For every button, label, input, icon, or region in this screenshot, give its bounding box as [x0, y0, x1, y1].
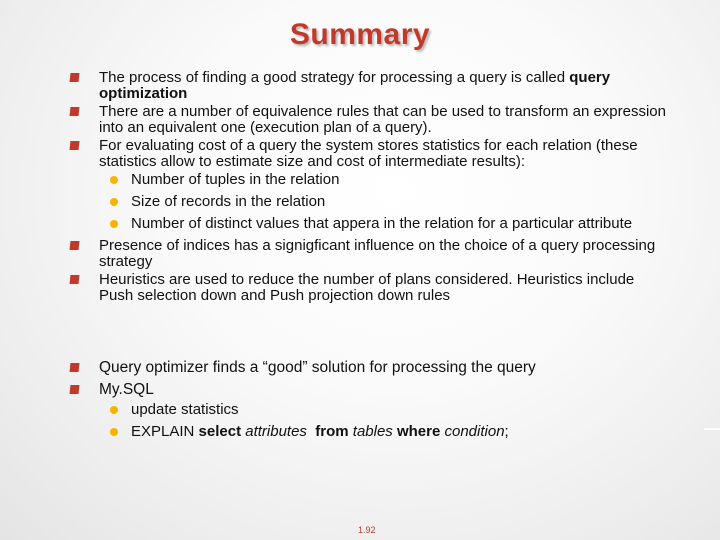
sub-bullet-text: Number of distinct values that appera in the relation for a particular attribute	[131, 215, 633, 232]
round-bullet-icon	[110, 428, 118, 436]
bullet-text: Presence of indices has a signigficant influence on the choice of a query processing strategy	[99, 237, 656, 270]
square-bullet-icon	[70, 73, 80, 82]
square-bullet-icon	[70, 141, 80, 150]
bullet-indices	[70, 238, 670, 270]
from-keyword: from	[306, 423, 353, 440]
round-bullet-icon	[110, 176, 118, 184]
bullet-text: There are a number of equivalence rules that can be used to transform an expression into an equivalent one (execution plan of a query).	[99, 103, 666, 136]
bullet-query-optimization	[70, 70, 670, 102]
bullet-equivalence-rules	[70, 104, 670, 136]
sub-bullet-text: Number of tuples in the relation	[131, 171, 340, 188]
slide-title: Summary	[289, 18, 431, 51]
bullet-text: Query optimizer finds a “good” solution for processing the query	[99, 359, 536, 376]
explain-keyword: EXPLAIN	[131, 423, 199, 440]
square-bullet-icon	[70, 107, 80, 116]
condition-arg: condition	[444, 423, 505, 440]
edge-divider	[704, 428, 720, 430]
sub-bullet-tuples	[70, 172, 670, 188]
square-bullet-icon	[70, 363, 80, 372]
page-number: 1.92	[358, 525, 376, 535]
bullet-list-mysql	[70, 360, 670, 446]
tables-arg: tables	[352, 423, 393, 440]
round-bullet-icon	[110, 406, 118, 414]
bullet-statistics	[70, 138, 670, 170]
square-bullet-icon	[70, 275, 80, 284]
bullet-text: My.SQL	[99, 381, 154, 398]
round-bullet-icon	[110, 220, 118, 228]
where-keyword: where	[392, 423, 445, 440]
bullet-text: The process of finding a good strategy for processing a query is called	[99, 69, 570, 86]
sub-bullet-record-size	[70, 194, 670, 210]
square-bullet-icon	[70, 385, 80, 394]
square-bullet-icon	[70, 241, 80, 250]
bullet-heuristics	[70, 272, 670, 304]
round-bullet-icon	[110, 198, 118, 206]
sub-bullet-update-statistics	[70, 402, 670, 418]
sub-bullet-text: update statistics	[131, 401, 239, 418]
sub-bullet-explain	[70, 424, 670, 440]
sub-bullet-distinct-values	[70, 216, 670, 232]
bullet-mysql	[70, 382, 670, 398]
attributes-arg: attributes	[245, 423, 307, 440]
statement-terminator: ;	[504, 423, 509, 440]
sub-bullet-text: Size of records in the relation	[131, 193, 326, 210]
bullet-bold-term: query optimization	[99, 69, 611, 102]
bullet-list	[70, 70, 670, 306]
bullet-text: Heuristics are used to reduce the number of plans considered. Heuristics include Push selection down and Push projection down rules	[99, 271, 635, 304]
bullet-text: For evaluating cost of a query the system stores statistics for each relation (these statistics allow to estimate size and cost of intermediate results):	[99, 137, 638, 170]
bullet-query-optimizer	[70, 360, 670, 376]
select-keyword: select	[198, 423, 246, 440]
